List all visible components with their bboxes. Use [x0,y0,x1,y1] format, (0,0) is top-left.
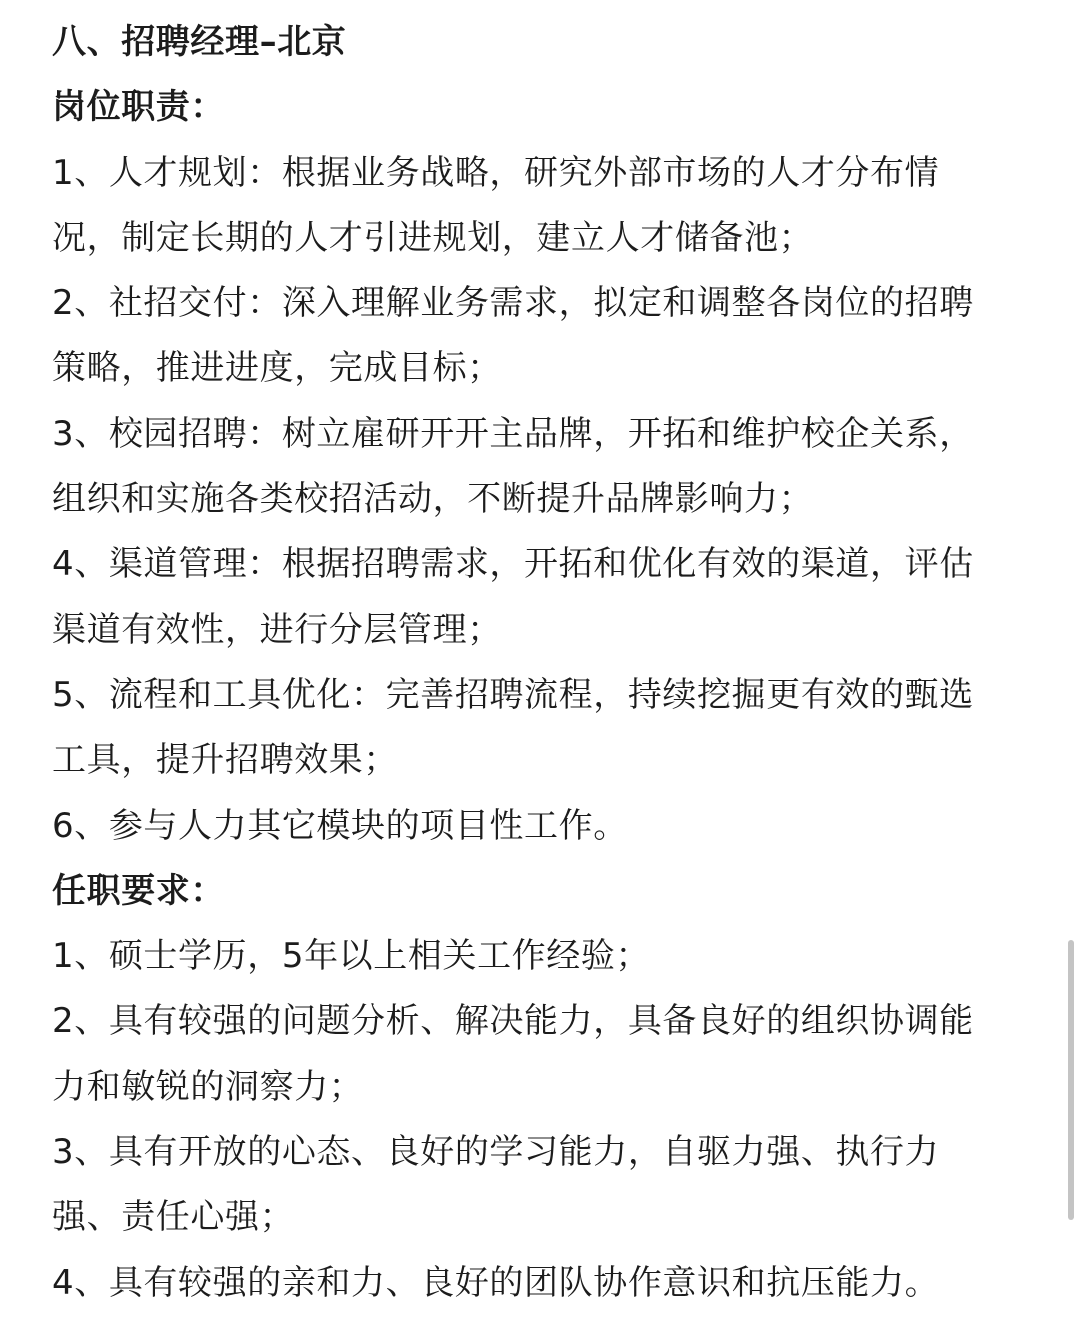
job-title: 八、招聘经理–北京 [52,22,347,62]
requirement-line: 3、具有开放的心态、良好的学习能力，自驱力强、执行力 [52,1132,940,1173]
responsibility-line: 工具，提升招聘效果； [52,740,398,781]
job-posting [52,10,1036,1316]
responsibility-line: 6、参与人力其它模块的项目性工作。 [52,805,628,846]
responsibility-line: 2、社招交付：深入理解业务需求，拟定和调整各岗位的招聘 [52,283,974,324]
responsibility-line: 组织和实施各类校招活动，不断提升品牌影响力； [52,479,814,520]
vertical-scrollbar[interactable] [1068,940,1074,1220]
requirement-line: 4、具有较强的亲和力、良好的团队协作意识和抗压能力。 [52,1262,940,1303]
responsibility-line: 况，制定长期的人才引进规划，建立人才储备池； [52,217,814,258]
requirement-line: 1、硕士学历，5年以上相关工作经验； [52,936,651,977]
responsibility-line: 策略，推进进度，完成目标； [52,348,502,389]
requirements-heading: 任职要求： [52,870,225,911]
responsibility-line: 5、流程和工具优化：完善招聘流程，持续挖掘更有效的甄选 [52,674,974,715]
responsibility-line: 4、渠道管理：根据招聘需求，开拓和优化有效的渠道，评估 [52,544,974,585]
responsibility-line: 3、校园招聘：树立雇研开开主品牌，开拓和维护校企关系， [52,413,974,454]
requirement-line: 力和敏锐的洞察力； [52,1066,364,1107]
requirement-line: 强、责任心强； [52,1197,295,1238]
responsibility-line: 渠道有效性，进行分层管理； [52,609,502,650]
requirement-line: 2、具有较强的问题分析、解决能力，具备良好的组织协调能 [52,1001,974,1042]
responsibilities-heading: 岗位职责： [52,87,225,128]
responsibility-line: 1、人才规划：根据业务战略，研究外部市场的人才分布情 [52,152,940,193]
